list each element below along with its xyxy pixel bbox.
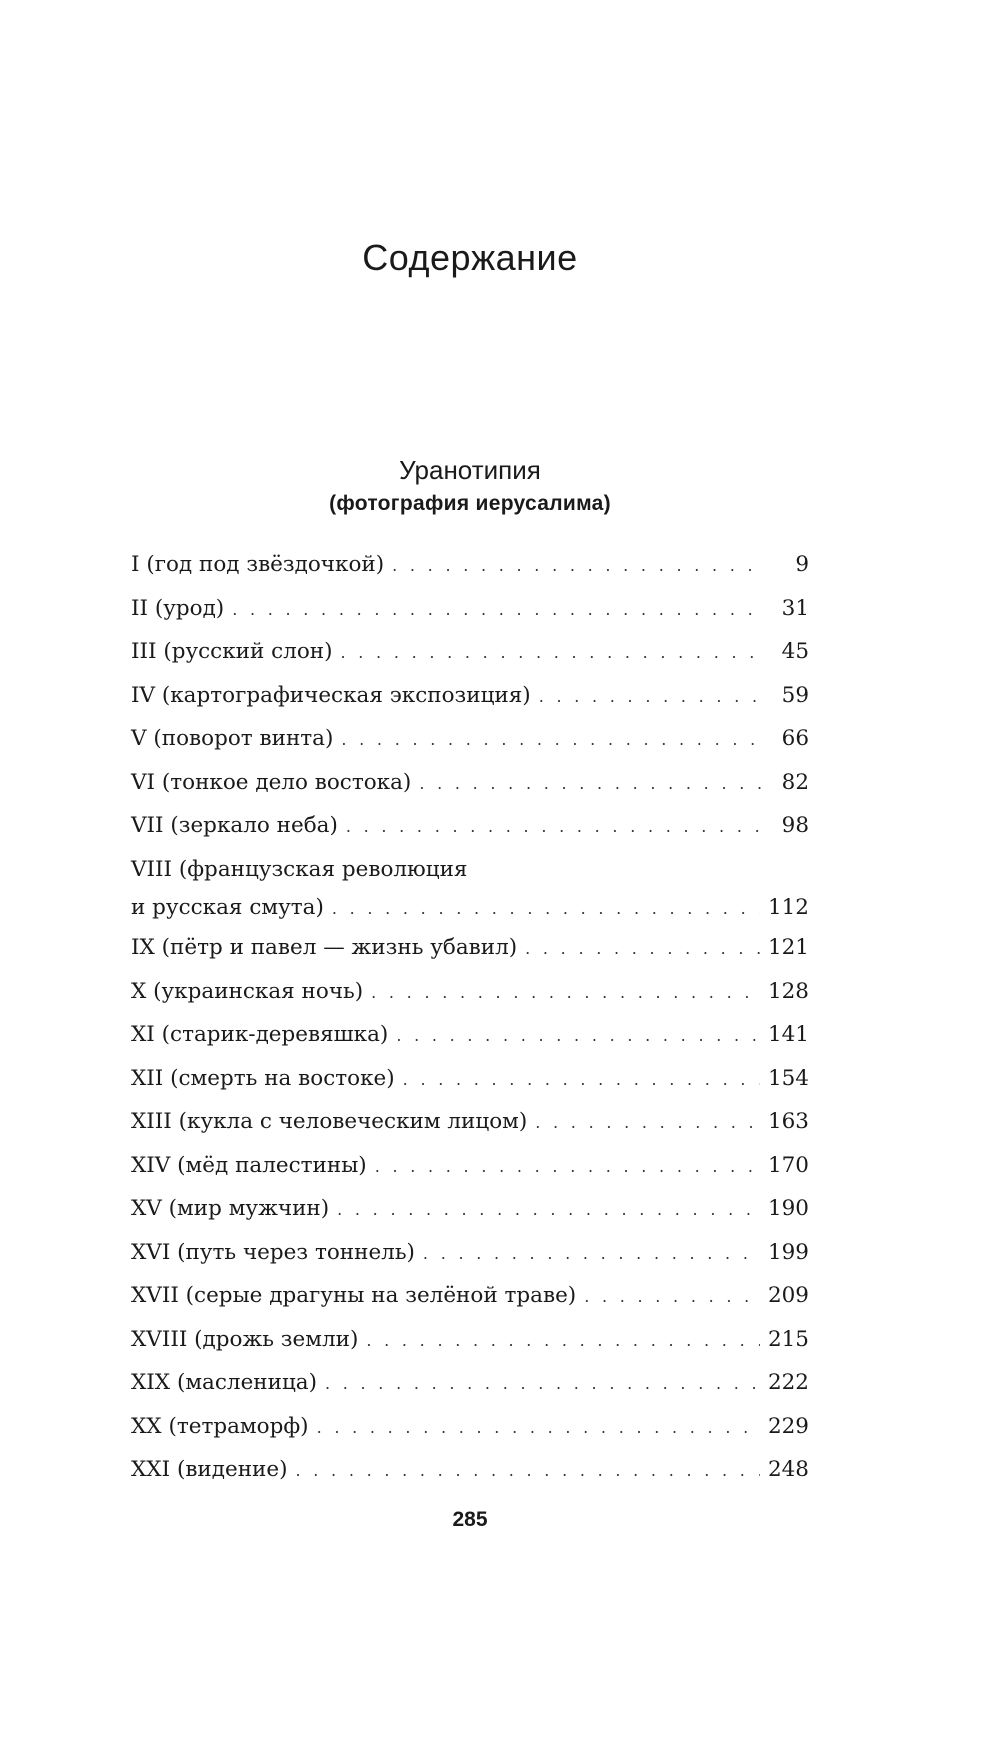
toc-entry-title: IV (картографическая экспозиция): [131, 682, 531, 708]
toc-entry-title: XVII (серые драгуны на зелёной траве): [131, 1283, 577, 1308]
dot-leader: [341, 636, 762, 670]
toc-entry[interactable]: [131, 975, 809, 1019]
toc-entry-page: 163: [767, 1109, 809, 1134]
toc-entry[interactable]: [131, 1149, 809, 1193]
toc-entry-title: XVI (путь через тоннель): [131, 1239, 415, 1265]
toc-entry[interactable]: [131, 1366, 809, 1410]
dot-leader: [584, 1280, 760, 1314]
dot-leader: [332, 892, 760, 926]
toc-entry-page: 199: [767, 1239, 809, 1265]
toc-entry[interactable]: [131, 1323, 809, 1367]
toc-entry-page: 112: [767, 894, 809, 920]
toc-entry-title: XX (тетраморф): [131, 1413, 309, 1439]
toc-entry-page: 141: [767, 1022, 809, 1047]
toc-entry-title: II (урод): [131, 595, 225, 621]
page-title: Содержание: [362, 237, 578, 278]
dot-leader: [535, 1106, 760, 1140]
dot-leader: [539, 680, 761, 714]
dot-leader: [396, 1019, 760, 1053]
toc-entry[interactable]: [131, 1105, 809, 1149]
page-number: 285: [452, 1508, 488, 1531]
toc-entry-title: и русская смута): [131, 894, 324, 920]
toc-entry[interactable]: [131, 1018, 809, 1062]
toc-entry-title: XII (смерть на востоке): [131, 1065, 395, 1091]
toc-entry-title: VII (зеркало неба): [131, 813, 338, 838]
toc-entry-title-line1: VIII (французская революция: [131, 856, 468, 882]
dot-leader: [337, 1193, 760, 1227]
dot-leader: [317, 1411, 760, 1445]
toc-entry-page: 45: [781, 639, 809, 664]
toc-entry[interactable]: [131, 853, 809, 932]
toc-entry-page: 170: [767, 1152, 809, 1178]
toc-entry-title: III (русский слон): [131, 639, 333, 664]
toc-entry-page: 59: [781, 682, 809, 708]
toc-entry-title: VI (тонкое дело востока): [131, 769, 412, 795]
toc-entry-page: 222: [767, 1370, 809, 1395]
toc-entry[interactable]: [131, 1192, 809, 1236]
toc-entry-page: 154: [767, 1065, 809, 1091]
dot-leader: [296, 1454, 760, 1488]
toc-entry[interactable]: [131, 722, 809, 766]
dot-leader: [232, 593, 761, 627]
toc-entry-title: X (украинская ночь): [131, 978, 364, 1004]
toc-entry-page: 248: [767, 1457, 809, 1482]
toc-entry-page: 229: [767, 1413, 809, 1439]
dot-leader: [346, 810, 761, 844]
toc-entry[interactable]: [131, 766, 809, 810]
toc-entry-title: XIV (мёд палестины): [131, 1152, 367, 1178]
dot-leader: [371, 976, 760, 1010]
toc-entry-page: 190: [767, 1196, 809, 1221]
toc-entry-page: 9: [795, 552, 809, 577]
toc-entry-page: 215: [767, 1326, 809, 1352]
toc-entry-page: 209: [767, 1283, 809, 1308]
toc-entry-title: IX (пётр и павел — жизнь убавил): [131, 935, 518, 960]
toc-entry[interactable]: [131, 635, 809, 679]
toc-entry[interactable]: [131, 1062, 809, 1106]
toc-entry-title: XXI (видение): [131, 1457, 288, 1482]
dot-leader: [366, 1324, 760, 1358]
dot-leader: [419, 767, 761, 801]
dot-leader: [525, 932, 760, 966]
toc-entry-page: 82: [781, 769, 809, 795]
toc-entry-page: 128: [767, 978, 809, 1004]
section-subtitle: (фотография иерусалима): [329, 492, 611, 515]
section-title: Уранотипия: [399, 455, 541, 485]
toc-entry-page: 31: [781, 595, 809, 621]
toc-entry-title: XIII (кукла с человеческим лицом): [131, 1109, 528, 1134]
toc-entry-title: XIX (масленица): [131, 1370, 317, 1395]
toc-entry-title: XV (мир мужчин): [131, 1196, 330, 1221]
toc-entry-title: XVIII (дрожь земли): [131, 1326, 359, 1352]
toc-entry-title: V (поворот винта): [131, 726, 334, 751]
toc-entry-title: I (год под звёздочкой): [131, 552, 385, 577]
toc-entry-page: 98: [781, 813, 809, 838]
toc-entry[interactable]: [131, 1279, 809, 1323]
toc-entry-page: 66: [781, 726, 809, 751]
dot-leader: [403, 1063, 760, 1097]
toc-entry[interactable]: [131, 1236, 809, 1280]
toc-entry[interactable]: [131, 592, 809, 636]
toc-entry[interactable]: [131, 931, 809, 975]
dot-leader: [423, 1237, 760, 1271]
table-of-contents: [131, 548, 809, 1497]
toc-entry-page: 121: [767, 935, 809, 960]
toc-entry[interactable]: [131, 1410, 809, 1454]
dot-leader: [341, 723, 761, 757]
toc-entry[interactable]: [131, 679, 809, 723]
toc-entry[interactable]: [131, 1453, 809, 1497]
dot-leader: [392, 549, 761, 583]
dot-leader: [375, 1150, 760, 1184]
dot-leader: [325, 1367, 760, 1401]
toc-entry-title: XI (старик-деревяшка): [131, 1022, 389, 1047]
toc-entry[interactable]: [131, 548, 809, 592]
toc-entry[interactable]: [131, 809, 809, 853]
